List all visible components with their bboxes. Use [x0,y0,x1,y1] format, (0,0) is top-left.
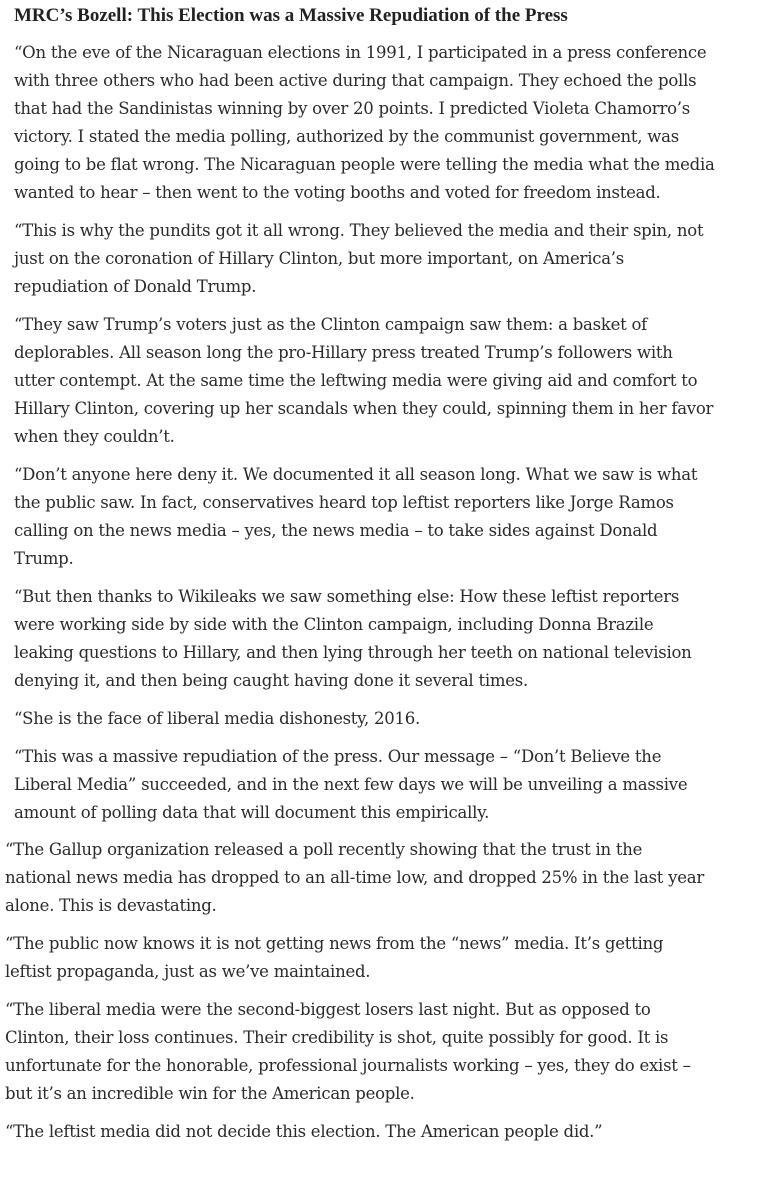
article-paragraph: “But then thanks to Wikileaks we saw something else: How these leftist reporters were working side by side with the Clinton campaign, including Donna Brazile leaking questions to Hillary, and then lying through her teeth on national television denying it, and then being caught having done it several times. [14,587,692,690]
article-paragraph: “She is the face of liberal media dishonesty, 2016. [14,709,421,728]
article-paragraph: “This was a massive repudiation of the press. Our message – “Don’t Believe the Liberal Media” succeeded, and in the next few days we will be unveiling a massive amount of polling data that will document this empirically. [14,747,688,822]
article-paragraph: “The public now knows it is not getting news from the “news” media. It’s getting leftist propaganda, just as we’ve maintained. [5,934,664,981]
article-paragraph: “The leftist media did not decide this election. The American people did.” [5,1122,603,1141]
article-paragraph: “They saw Trump’s voters just as the Clinton campaign saw them: a basket of deplorables. All season long the pro-Hillary press treated Trump’s followers with utter contempt. At the same time the leftwing media were giving aid and comfort to Hillary Clinton, covering up her scandals when they could, spinning them in her favor when they couldn’t. [14,315,714,446]
article-paragraph: “On the eve of the Nicaraguan elections in 1991, I participated in a press conference with three others who had been active during that campaign. They echoed the polls that had the Sandinistas winning by over 20 points. I predicted Violeta Chamorro’s victory. I stated the media polling, authorized by the communist government, was going to be flat wrong. The Nicaraguan people were telling the media what the media wanted to hear – then went to the voting booths and voted for freedom instead. [14,43,715,202]
article-paragraph: “This is why the pundits got it all wrong. They believed the media and their spin, not just on the coronation of Hillary Clinton, but more important, on America’s repudiation of Donald Trump. [14,221,704,296]
article-paragraph: “Don’t anyone here deny it. We documented it all season long. What we saw is what the public saw. In fact, conservatives heard top leftist reporters like Jorge Ramos calling on the news media – yes, the news media – to take sides against Donald Trump. [14,465,698,568]
article-paragraph: “The liberal media were the second-biggest losers last night. But as opposed to Clinton, their loss continues. Their credibility is shot, quite possibly for good. It is unfortunate for the honorable, professional journalists working – yes, they do exist – but it’s an incredible win for the American people. [5,1000,691,1103]
article-headline: MRC’s Bozell: This Election was a Massive Repudiation of the Press [14,5,568,26]
article-paragraph: “The Gallup organization released a poll recently showing that the trust in the national news media has dropped to an all-time low, and dropped 25% in the last year alone. This is devastating. [5,840,704,915]
